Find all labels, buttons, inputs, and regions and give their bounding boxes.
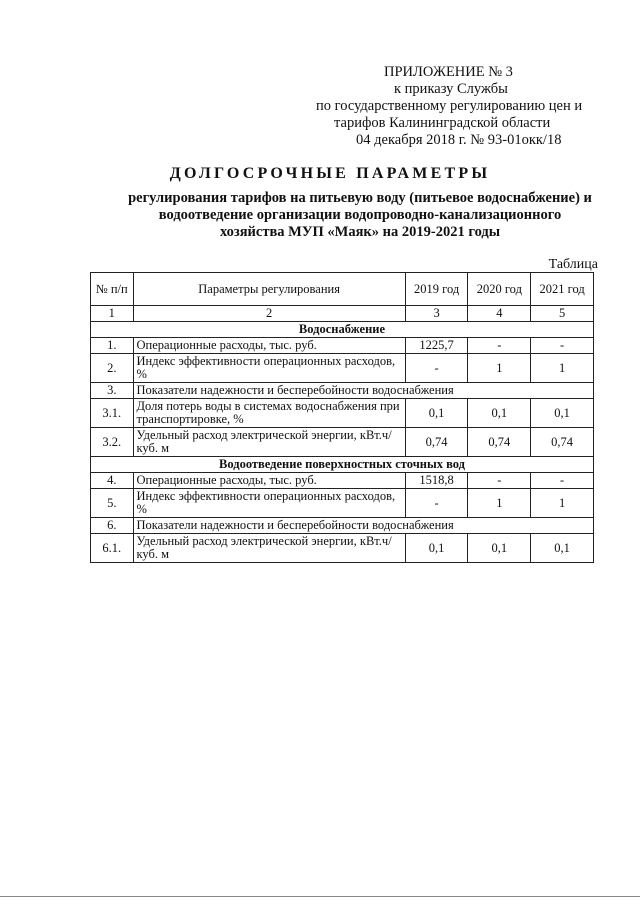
row-number: 1.: [91, 338, 134, 354]
value-2020: 1: [468, 489, 531, 518]
row-name: Удельный расход электрической энергии, кВт.ч/ куб. м: [133, 428, 405, 457]
row-number: 3.2.: [91, 428, 134, 457]
row-number: 2.: [91, 354, 134, 383]
appendix-service: по государственному регулированию цен и: [316, 98, 583, 114]
header-cell: № п/п: [91, 273, 134, 306]
value-2020: 0,1: [468, 534, 531, 563]
section-row: [91, 322, 594, 338]
column-number: 1: [91, 306, 134, 322]
table-row: [91, 383, 594, 399]
section-title: Водоснабжение: [91, 322, 594, 338]
value-2020: -: [468, 338, 531, 354]
section-row: [91, 457, 594, 473]
row-name: Доля потерь воды в системах водоснабжения при транспортировке, %: [133, 399, 405, 428]
row-number: 3.1.: [91, 399, 134, 428]
table-row: [91, 428, 594, 457]
appendix-block: [300, 64, 600, 149]
value-2021: -: [531, 473, 594, 489]
table-row: [91, 534, 594, 563]
row-name: Показатели надежности и бесперебойности водоснабжения: [133, 383, 594, 399]
column-number: 3: [405, 306, 468, 322]
value-2021: 0,1: [531, 534, 594, 563]
column-number: 5: [531, 306, 594, 322]
header-cell: 2019 год: [405, 273, 468, 306]
value-2019: -: [405, 354, 468, 383]
row-number: 3.: [91, 383, 134, 399]
column-number-row: [91, 306, 594, 322]
row-number: 6.1.: [91, 534, 134, 563]
page-edge-line: [0, 896, 640, 897]
table-row: [91, 338, 594, 354]
value-2020: 0,1: [468, 399, 531, 428]
appendix-date: 04 декабря 2018 г. № 93-01окк/18: [356, 132, 562, 148]
row-name: Операционные расходы, тыс. руб.: [133, 338, 405, 354]
value-2019: 0,74: [405, 428, 468, 457]
section-title: Водоотведение поверхностных сточных вод: [91, 457, 594, 473]
value-2020: 0,74: [468, 428, 531, 457]
value-2021: 1: [531, 354, 594, 383]
document-subtitle: [110, 190, 610, 241]
row-number: 5.: [91, 489, 134, 518]
value-2019: 1225,7: [405, 338, 468, 354]
row-name: Операционные расходы, тыс. руб.: [133, 473, 405, 489]
value-2021: -: [531, 338, 594, 354]
value-2020: 1: [468, 354, 531, 383]
subtitle-line: регулирования тарифов на питьевую воду (питьевое водоснабжение) и: [128, 190, 592, 206]
row-name: Показатели надежности и бесперебойности водоснабжения: [133, 518, 594, 534]
table-row: [91, 354, 594, 383]
row-name: Индекс эффективности операционных расходов, %: [133, 354, 405, 383]
document-title: ДОЛГОСРОЧНЫЕ ПАРАМЕТРЫ: [169, 165, 491, 182]
header-cell: Параметры регулирования: [133, 273, 405, 306]
row-name: Индекс эффективности операционных расходов, %: [133, 489, 405, 518]
table-row: [91, 518, 594, 534]
value-2021: 0,1: [531, 399, 594, 428]
table-row: [91, 473, 594, 489]
row-number: 4.: [91, 473, 134, 489]
value-2020: -: [468, 473, 531, 489]
appendix-region: тарифов Калининградской области: [334, 115, 551, 131]
table-row: [91, 489, 594, 518]
value-2019: 1518,8: [405, 473, 468, 489]
subtitle-line: водоотведение организации водопроводно-канализационного: [158, 207, 562, 223]
table-row: [91, 399, 594, 428]
table-label: Таблица: [548, 257, 598, 272]
parameters-table: [90, 272, 594, 563]
column-number: 4: [468, 306, 531, 322]
value-2019: -: [405, 489, 468, 518]
subtitle-line: хозяйства МУП «Маяк» на 2019-2021 годы: [219, 224, 501, 240]
value-2019: 0,1: [405, 534, 468, 563]
row-name: Удельный расход электрической энергии, кВт.ч/ куб. м: [133, 534, 405, 563]
table-header-row: [91, 273, 594, 306]
column-number: 2: [133, 306, 405, 322]
appendix-title: ПРИЛОЖЕНИЕ № 3: [384, 64, 513, 80]
appendix-order: к приказу Службы: [394, 81, 508, 97]
value-2021: 1: [531, 489, 594, 518]
header-cell: 2021 год: [531, 273, 594, 306]
value-2021: 0,74: [531, 428, 594, 457]
header-cell: 2020 год: [468, 273, 531, 306]
row-number: 6.: [91, 518, 134, 534]
value-2019: 0,1: [405, 399, 468, 428]
